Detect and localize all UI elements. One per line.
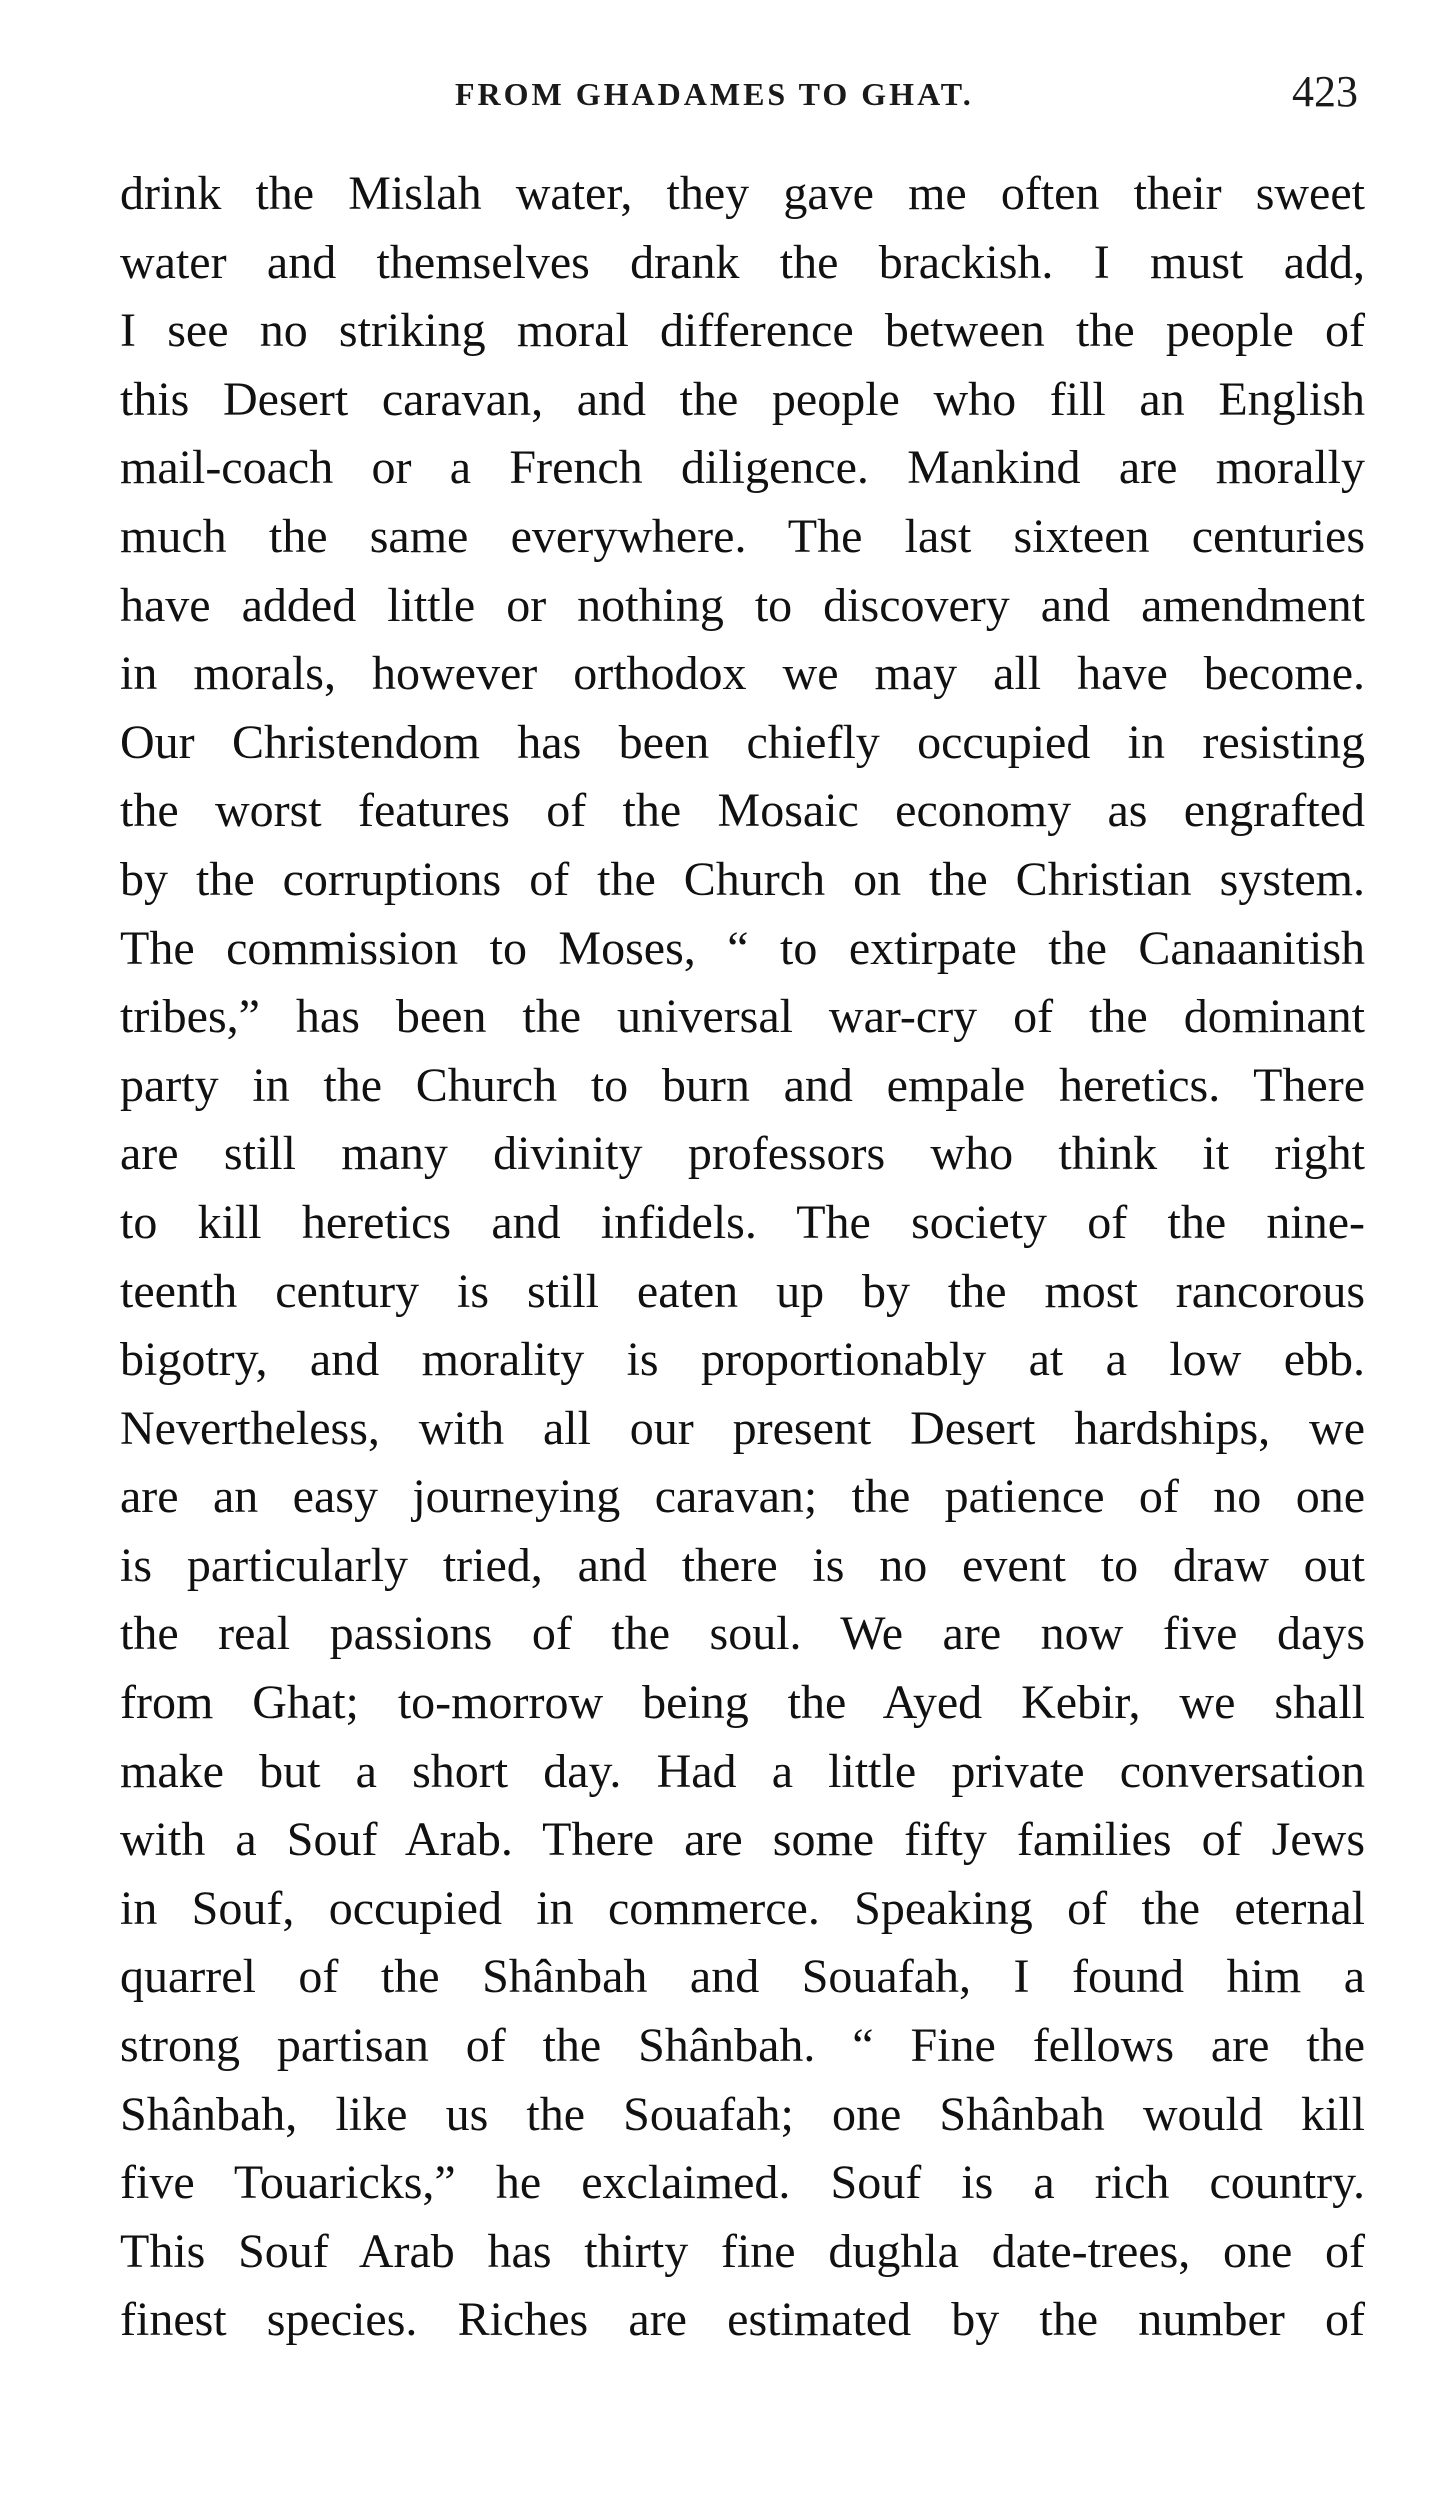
text-line: the real passions of the soul. We are now five days	[120, 1607, 1365, 1661]
text-line: teenth century is still eaten up by the most rancorous	[120, 1264, 1365, 1318]
text-line: Nevertheless, with all our present Desert hardships, we	[120, 1401, 1365, 1455]
text-line: make but a short day. Had a little private conversation	[120, 1744, 1365, 1798]
text-line: by the corruptions of the Church on the Christian system.	[120, 852, 1365, 906]
running-title: FROM GHADAMES TO GHAT.	[455, 76, 974, 112]
text-line: water and themselves drank the brackish. I must add,	[120, 235, 1365, 289]
body-text	[120, 160, 1365, 2355]
text-line: The commission to Moses, “ to extirpate the Canaanitish	[120, 921, 1365, 975]
text-line: in Souf, occupied in commerce. Speaking of the eternal	[120, 1881, 1365, 1935]
page-number: 423	[1292, 67, 1358, 116]
text-line: five Touaricks,” he exclaimed. Souf is a rich country.	[120, 2156, 1365, 2210]
text-line: much the same everywhere. The last sixteen centuries	[120, 509, 1365, 563]
text-line: from Ghat; to-morrow being the Ayed Kebir, we shall	[120, 1676, 1365, 1730]
text-line: tribes,” has been the universal war-cry of the dominant	[120, 990, 1365, 1044]
text-line: strong partisan of the Shânbah. “ Fine fellows are the	[120, 2019, 1365, 2073]
text-line: this Desert caravan, and the people who fill an English	[120, 372, 1365, 426]
text-line: is particularly tried, and there is no event to draw out	[120, 1538, 1365, 1592]
text-line: Our Christendom has been chiefly occupied in resisting	[120, 715, 1365, 769]
text-line: quarrel of the Shânbah and Souafah, I found him a	[120, 1950, 1365, 2004]
text-line: the worst features of the Mosaic economy as engrafted	[120, 784, 1365, 838]
text-line: finest species. Riches are estimated by the number of	[120, 2293, 1365, 2347]
text-line: drink the Mislah water, they gave me often their sweet	[120, 167, 1365, 220]
running-head	[0, 60, 1450, 130]
text-line: I see no striking moral difference between the people of	[120, 304, 1365, 358]
text-line: with a Souf Arab. There are some fifty families of Jews	[120, 1813, 1365, 1867]
text-line: are an easy journeying caravan; the patience of no one	[120, 1470, 1365, 1524]
text-line: to kill heretics and infidels. The society of the nine-	[120, 1195, 1365, 1249]
text-line: bigotry, and morality is proportionably at a low ebb.	[120, 1333, 1365, 1387]
text-line: in morals, however orthodox we may all have become.	[120, 647, 1365, 701]
text-line: are still many divinity professors who think it right	[120, 1127, 1365, 1181]
text-line: party in the Church to burn and empale heretics. There	[120, 1058, 1365, 1112]
text-line: Shânbah, like us the Souafah; one Shânbah would kill	[120, 2087, 1365, 2141]
text-line: mail-coach or a French diligence. Mankind are morally	[120, 441, 1365, 495]
text-line: This Souf Arab has thirty fine dughla date-trees, one of	[120, 2224, 1365, 2278]
text-line: have added little or nothing to discovery and amendment	[120, 578, 1365, 632]
